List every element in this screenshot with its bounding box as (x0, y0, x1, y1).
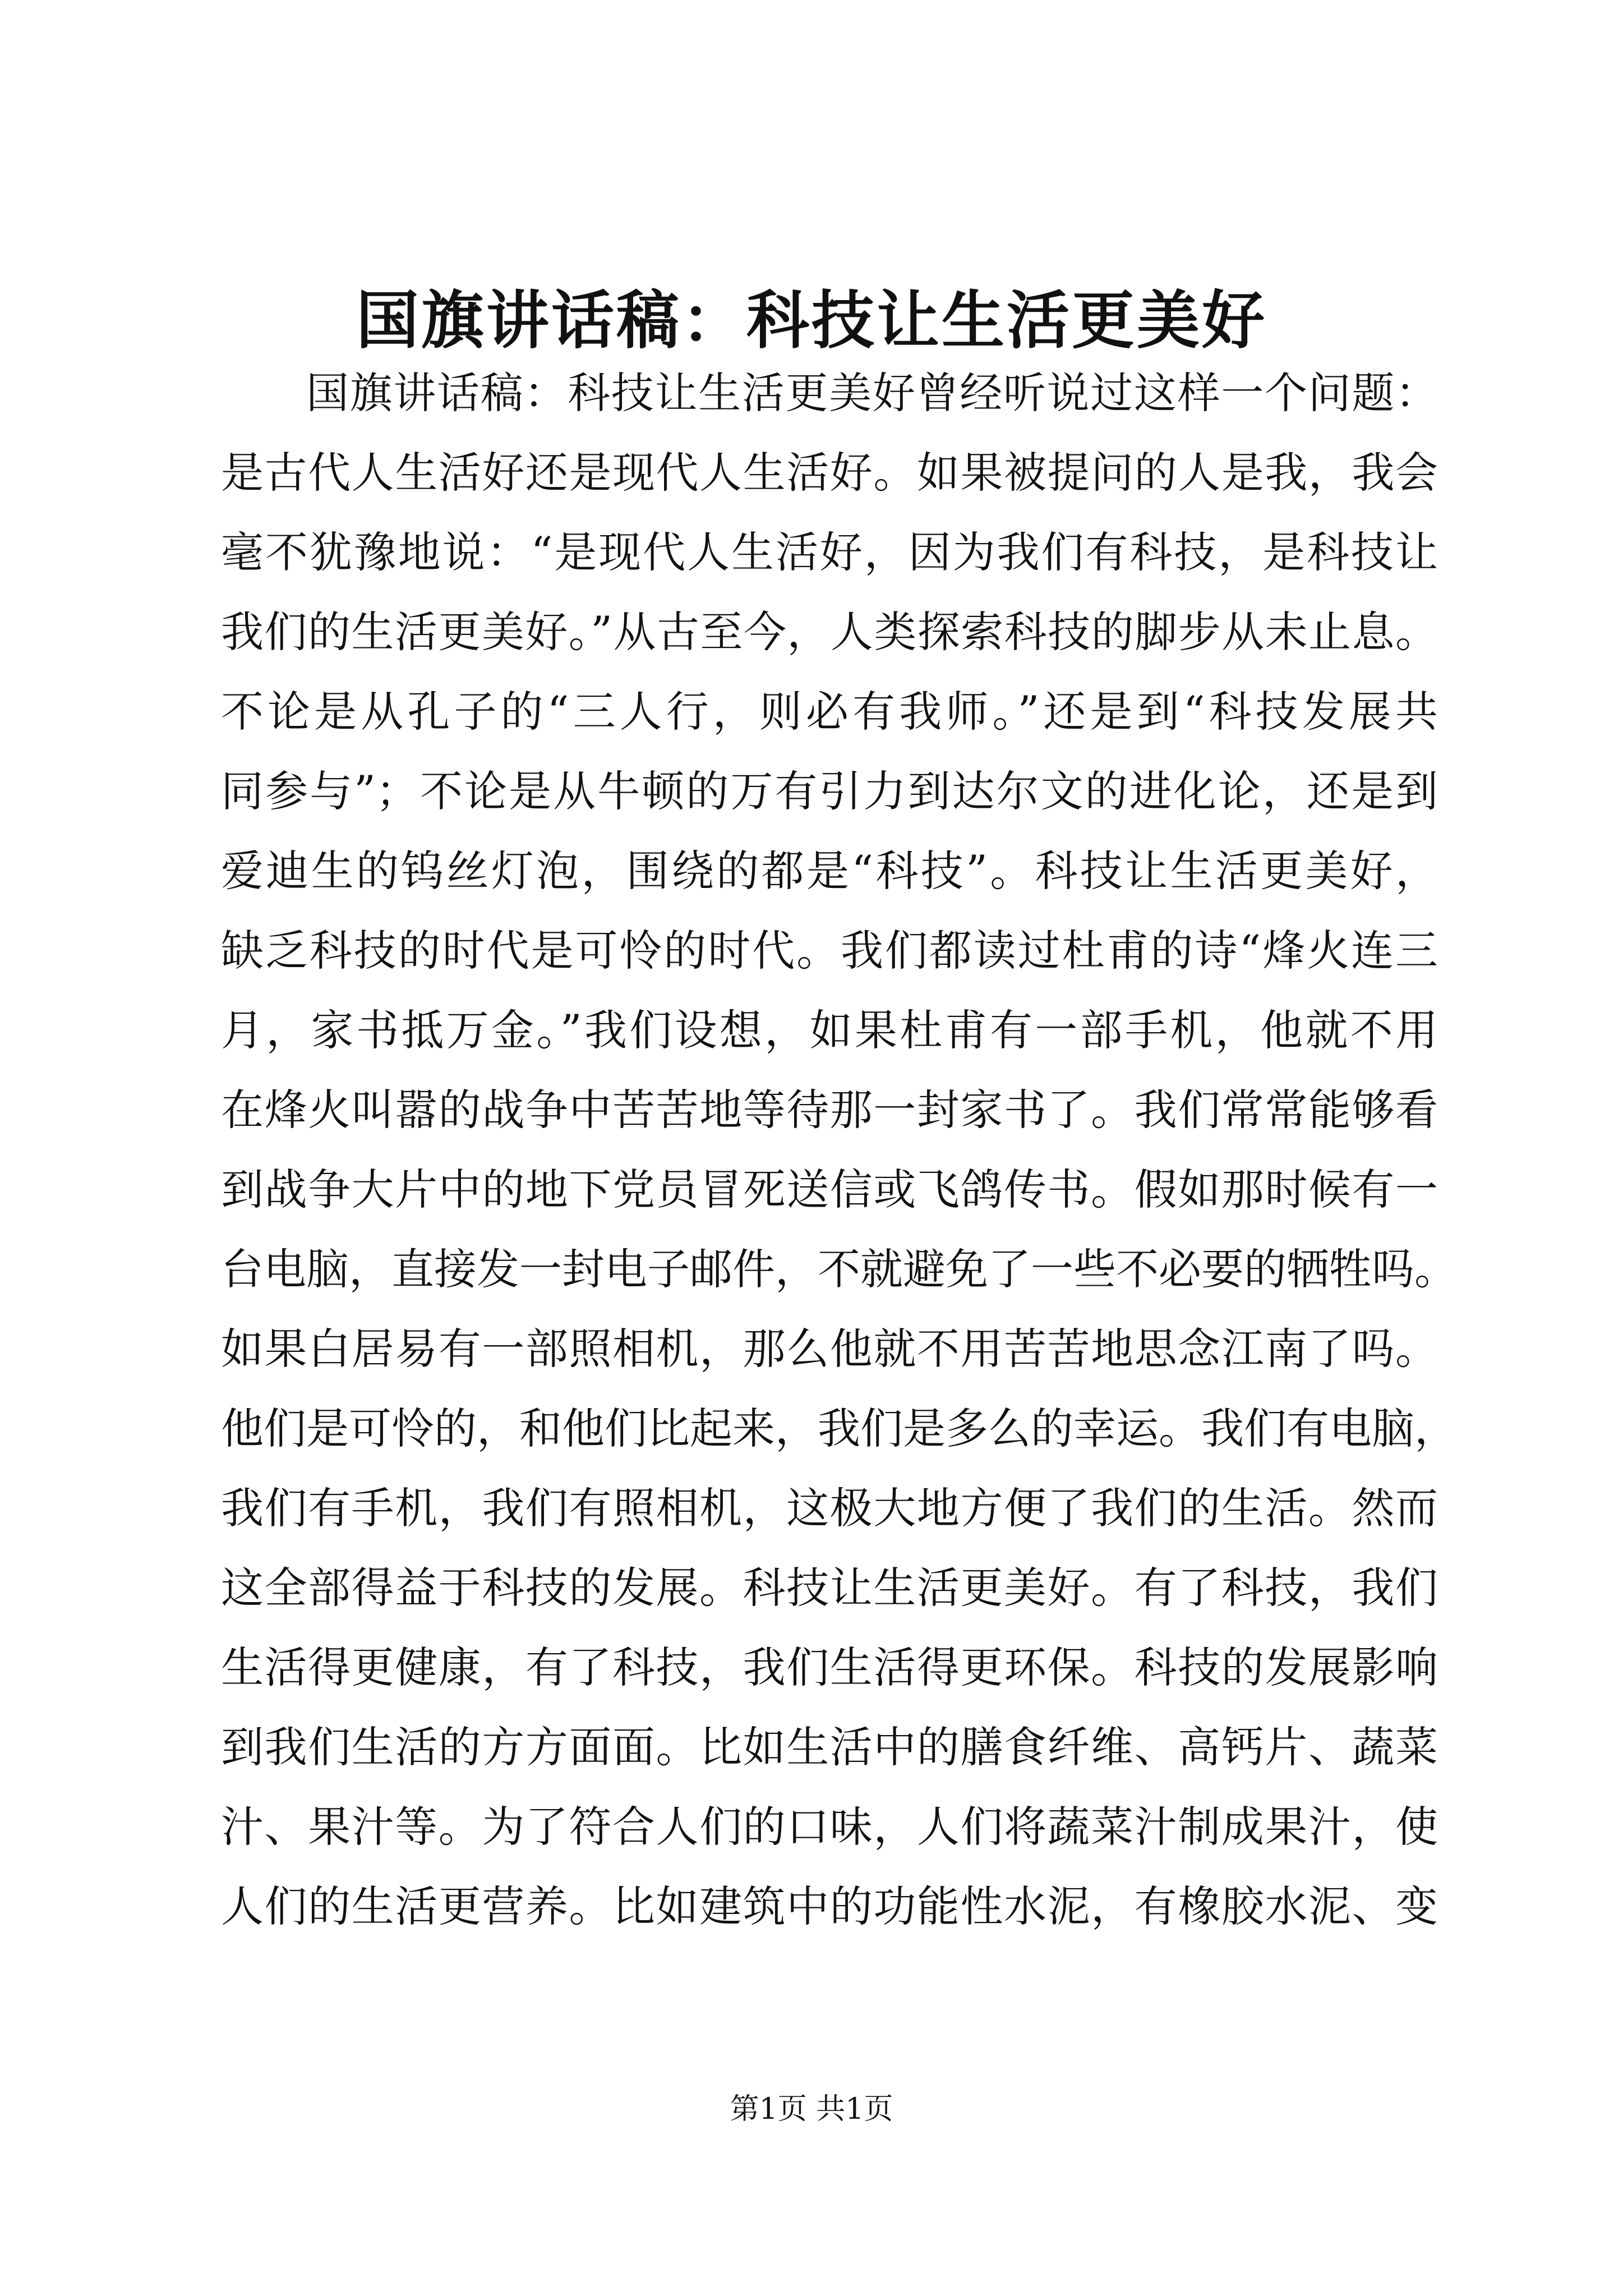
text-line: 汁、果汁等。为了符合人们的口味，人们将蔬菜汁制成果汁，使 (221, 1802, 1438, 1852)
text-line: 国旗讲话稿：科技让生活更美好曾经听说过这样一个问题： (306, 368, 1438, 418)
text-line: 我们的生活更美好。”从古至今，人类探索科技的脚步从未止息。 (221, 607, 1438, 657)
text-line: 如果白居易有一部照相机，那么他就不用苦苦地思念江南了吗。 (221, 1324, 1438, 1374)
text-line: 同参与”；不论是从牛顿的万有引力到达尔文的进化论，还是到 (221, 766, 1438, 816)
page-footer: 第1页 共1页 (730, 2092, 893, 2126)
text-line: 是古代人生活好还是现代人生活好。如果被提问的人是我，我会 (221, 448, 1438, 498)
text-line: 这全部得益于科技的发展。科技让生活更美好。有了科技，我们 (221, 1563, 1438, 1613)
text-line: 月，家书抵万金。”我们设想，如果杜甫有一部手机，他就不用 (221, 1005, 1438, 1055)
text-line: 爱迪生的钨丝灯泡，围绕的都是“科技”。科技让生活更美好， (221, 846, 1438, 896)
text-line: 我们有手机，我们有照相机，这极大地方便了我们的生活。然而 (221, 1483, 1438, 1533)
body-text (221, 353, 1457, 1947)
text-line: 在烽火叫嚣的战争中苦苦地等待那一封家书了。我们常常能够看 (221, 1085, 1438, 1135)
text-line: 到我们生活的方方面面。比如生活中的膳食纤维、高钙片、蔬菜 (221, 1722, 1438, 1772)
text-line: 毫不犹豫地说：“是现代人生活好，因为我们有科技，是科技让 (221, 527, 1438, 577)
text-line: 生活得更健康，有了科技，我们生活得更环保。科技的发展影响 (221, 1642, 1438, 1692)
text-line: 不论是从孔子的“三人行，则必有我师。”还是到“科技发展共 (221, 687, 1438, 737)
text-line: 台电脑，直接发一封电子邮件，不就避免了一些不必要的牺牲吗。 (221, 1244, 1457, 1294)
page-title: 国旗讲话稿：科技让生活更美好 (356, 284, 1267, 357)
text-line: 到战争大片中的地下党员冒死送信或飞鸽传书。假如那时候有一 (221, 1165, 1438, 1214)
text-line: 缺乏科技的时代是可怜的时代。我们都读过杜甫的诗“烽火连三 (221, 926, 1438, 976)
text-line: 人们的生活更营养。比如建筑中的功能性水泥，有橡胶水泥、变 (221, 1881, 1438, 1931)
text-line: 他们是可怜的，和他们比起来，我们是多么的幸运。我们有电脑， (221, 1404, 1457, 1453)
